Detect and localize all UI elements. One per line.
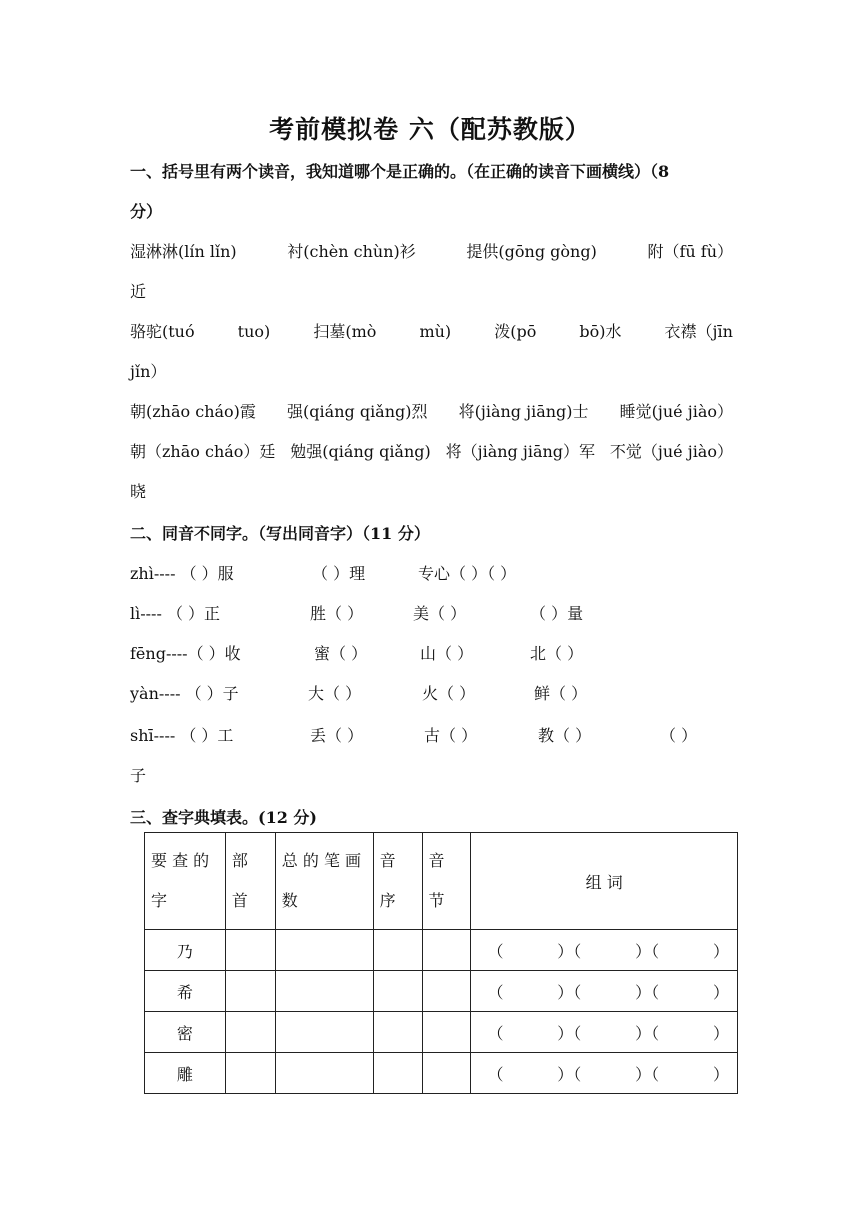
words-cell[interactable] — [471, 1053, 738, 1094]
homophone-item: 专心（ ）（ ） — [418, 564, 517, 583]
pinyin-item: 附（fū fù） — [647, 242, 733, 261]
homophone-item: 蜜（ ） — [314, 644, 368, 663]
words-cell[interactable] — [471, 1012, 738, 1053]
homophone-item: 古（ ） — [424, 726, 478, 745]
section1-row2 — [130, 322, 733, 342]
row-char: 乃 — [145, 930, 226, 971]
strokes-cell[interactable] — [275, 971, 373, 1012]
section2-heading: 二、同音不同字。（写出同音字）（11 分） — [130, 524, 430, 543]
pinyin-item: tuo) — [237, 322, 271, 341]
syllable-cell[interactable] — [422, 930, 471, 971]
header-strokes: 总 的 笔 画 数 — [275, 833, 373, 930]
syllable-cell[interactable] — [422, 971, 471, 1012]
pinyin-item: 提供(gōng gòng) — [466, 242, 597, 261]
homophone-item: shī---- （ ）工 — [130, 726, 234, 745]
words-cell[interactable] — [471, 930, 738, 971]
homophone-item: （ ）理 — [312, 564, 366, 583]
strokes-cell[interactable] — [275, 1012, 373, 1053]
homophone-item: 胜（ ） — [310, 604, 364, 623]
strokes-cell[interactable] — [275, 1053, 373, 1094]
paren: （ — [487, 1023, 504, 1043]
order-cell[interactable] — [373, 1053, 422, 1094]
pinyin-item: 朝（zhāo cháo）廷 — [130, 442, 276, 461]
syllable-cell[interactable] — [422, 1053, 471, 1094]
paren: ）（ — [635, 1064, 660, 1084]
radical-cell[interactable] — [225, 930, 275, 971]
homophone-item: 火（ ） — [422, 684, 476, 703]
paren: ） — [712, 1064, 729, 1084]
order-cell[interactable] — [373, 971, 422, 1012]
section1-row4-wrap: 晓 — [130, 482, 147, 501]
pinyin-item: mù) — [419, 322, 452, 341]
paren: ） — [712, 941, 729, 961]
paren: （ — [487, 941, 504, 961]
table-row — [145, 1012, 738, 1053]
strokes-cell[interactable] — [275, 930, 373, 971]
section1-heading: 一、括号里有两个读音，我知道哪个是正确的。（在正确的读音下画横线）（8 — [130, 162, 670, 181]
paren: ） — [712, 982, 729, 1002]
paren: （ — [487, 1064, 504, 1084]
table-row — [145, 1053, 738, 1094]
words-cell[interactable] — [471, 971, 738, 1012]
page-title: 考前模拟卷 六（配苏教版） — [269, 115, 591, 144]
header-radical: 部 首 — [225, 833, 275, 930]
pinyin-item: 睡觉(jué jiào） — [619, 402, 733, 421]
row-char: 雕 — [145, 1053, 226, 1094]
homophone-item: 美（ ） — [413, 604, 467, 623]
pinyin-item: 勉强(qiáng qiǎng) — [290, 442, 431, 461]
homophone-item: zhì---- （ ）服 — [130, 564, 234, 583]
pinyin-item: 将(jiàng jiāng)士 — [458, 402, 589, 421]
section3-heading: 三、查字典填表。(12 分) — [130, 808, 317, 827]
section1-row3 — [130, 402, 733, 422]
syllable-cell[interactable] — [422, 1012, 471, 1053]
paren: ）（ — [557, 941, 582, 961]
pinyin-item: 不觉（jué jiào） — [609, 442, 733, 461]
header-char: 要 查 的 字 — [145, 833, 226, 930]
pinyin-item: 扫墓(mò — [313, 322, 377, 341]
paren: ）（ — [557, 982, 582, 1002]
homophone-item: 鲜（ ） — [534, 684, 588, 703]
pinyin-item: 衣襟（jīn — [664, 322, 733, 341]
header-words: 组 词 — [471, 833, 738, 930]
homophone-item: yàn---- （ ）子 — [130, 684, 239, 703]
pinyin-item: 湿淋淋(lín lǐn) — [130, 242, 237, 261]
homophone-item: 大（ ） — [308, 684, 362, 703]
order-cell[interactable] — [373, 930, 422, 971]
section1-row1-wrap: 近 — [130, 282, 147, 301]
homophone-item: 北（ ） — [530, 644, 584, 663]
paren: （ — [487, 982, 504, 1002]
homophone-item: 教（ ） — [538, 726, 592, 745]
header-syllable: 音 节 — [422, 833, 471, 930]
paren: ）（ — [635, 941, 660, 961]
homophone-item: lì---- （ ）正 — [130, 604, 221, 623]
homophone-item: 山（ ） — [420, 644, 474, 663]
dictionary-table — [144, 832, 738, 1094]
section1-heading-wrap: 分） — [130, 202, 163, 221]
paren: ）（ — [557, 1023, 582, 1043]
homophone-item: （ ） — [660, 726, 698, 745]
row-char: 密 — [145, 1012, 226, 1053]
table-header-row — [145, 833, 738, 930]
pinyin-item: 衬(chèn chùn)衫 — [287, 242, 416, 261]
paren: ）（ — [557, 1064, 582, 1084]
pinyin-item: 将（jiàng jiāng）军 — [445, 442, 596, 461]
paren: ） — [712, 1023, 729, 1043]
radical-cell[interactable] — [225, 971, 275, 1012]
pinyin-item: 强(qiáng qiǎng)烈 — [287, 402, 428, 421]
pinyin-item: 朝(zhāo cháo)霞 — [130, 402, 256, 421]
pinyin-item: 泼(pō — [494, 322, 537, 341]
homophone-item: fēng----（ ）收 — [130, 644, 241, 663]
table-row — [145, 930, 738, 971]
table-row — [145, 971, 738, 1012]
pinyin-item: bō)水 — [579, 322, 622, 341]
paren: ）（ — [635, 982, 660, 1002]
radical-cell[interactable] — [225, 1012, 275, 1053]
paren: ）（ — [635, 1023, 660, 1043]
radical-cell[interactable] — [225, 1053, 275, 1094]
order-cell[interactable] — [373, 1012, 422, 1053]
section1-row4 — [130, 442, 733, 462]
section1-row1 — [130, 242, 733, 262]
header-order: 音 序 — [373, 833, 422, 930]
homophone-item: 丢（ ） — [310, 726, 364, 745]
pinyin-item: 骆驼(tuó — [130, 322, 195, 341]
section1-row2-wrap: jǐn） — [130, 362, 167, 381]
section2-row5-wrap: 子 — [130, 766, 147, 785]
row-char: 希 — [145, 971, 226, 1012]
homophone-item: （ ）量 — [530, 604, 584, 623]
